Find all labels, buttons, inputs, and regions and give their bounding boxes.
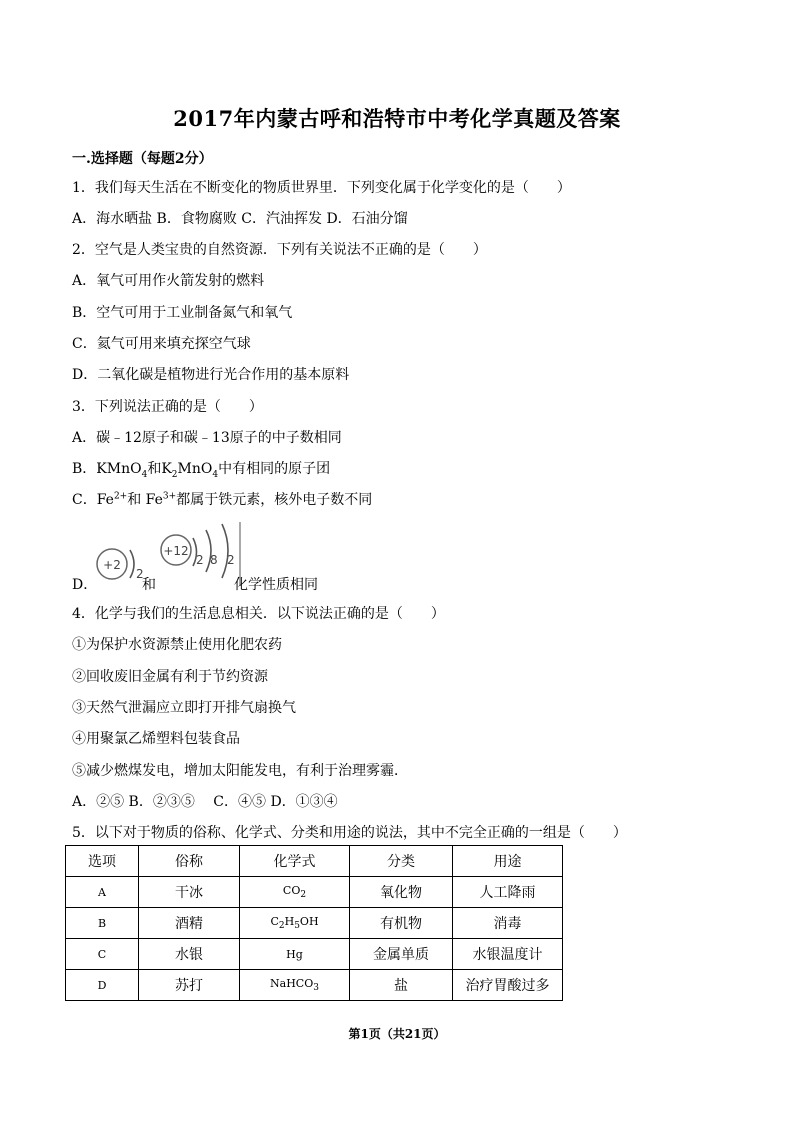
table-row <box>66 877 563 908</box>
q3-stem: 3．下列说法正确的是（ ） <box>72 399 263 415</box>
atom1-nucleus-label: +2 <box>103 558 121 572</box>
q4-statement-4: ④用聚氯乙烯塑料包装食品 <box>72 731 240 747</box>
q4-stem: 4．化学与我们的生活息息相关．以下说法正确的是（ ） <box>72 606 445 622</box>
table-cell-use: 消毒 <box>453 908 563 939</box>
atom2-nucleus-label: +12 <box>163 544 189 558</box>
page-footer: 第1页（共21页） <box>348 1027 446 1041</box>
table-header-cell: 选项 <box>66 846 139 877</box>
q1-options: A．海水晒盐 B．食物腐败 C．汽油挥发 D．石油分馏 <box>72 211 408 227</box>
table-cell-use: 人工降雨 <box>453 877 563 908</box>
q4-statement-1: ①为保护水资源禁止使用化肥农药 <box>72 637 282 653</box>
table-cell-class: 有机物 <box>350 908 453 939</box>
table-cell-option: C <box>66 939 139 970</box>
atom-structure-diagrams <box>72 520 252 586</box>
table-row <box>66 908 563 939</box>
q4-statement-5: ⑤减少燃煤发电，增加太阳能发电，有利于治理雾霾． <box>72 763 408 779</box>
table-header-row <box>66 846 563 877</box>
table-cell-use: 治疗胃酸过多 <box>453 970 563 1001</box>
table-header-cell: 用途 <box>453 846 563 877</box>
table-cell-class: 金属单质 <box>350 939 453 970</box>
q3-option-d-prefix: D． <box>72 577 98 593</box>
table-cell-formula: $C_2H_5OH$ <box>240 908 350 939</box>
table-cell-name: 干冰 <box>139 877 240 908</box>
q3-option-d-suffix: 化学性质相同 <box>234 577 318 593</box>
table-cell-formula: NaHCO$_3$ <box>240 970 350 1001</box>
table-cell-formula: $CO_2$ <box>240 877 350 908</box>
q3-option-a: A．碳﹣12原子和碳﹣13原子的中子数相同 <box>72 430 342 446</box>
q2-option-b: B．空气可用于工业制备氮气和氧气 <box>72 305 293 321</box>
table-cell-name: 苏打 <box>139 970 240 1001</box>
table-cell-class: 盐 <box>350 970 453 1001</box>
q5-stem: 5．以下对于物质的俗称、化学式、分类和用途的说法，其中不完全正确的一组是（ ） <box>72 825 627 841</box>
table-cell-option: D <box>66 970 139 1001</box>
q4-options: A．②⑤ B．②③⑤ C．④⑤ D．①③④ <box>72 794 338 810</box>
helium-atom-diagram <box>97 549 144 581</box>
table-cell-name: 水银 <box>139 939 240 970</box>
table-header-cell: 化学式 <box>240 846 350 877</box>
q4-statement-3: ③天然气泄漏应立即打开排气扇换气 <box>72 700 296 716</box>
table-cell-option: A <box>66 877 139 908</box>
table-header-cell: 俗称 <box>139 846 240 877</box>
table-cell-formula: Hg <box>240 939 350 970</box>
q2-option-a: A．氧气可用作火箭发射的燃料 <box>72 273 265 289</box>
page-title: 2017年内蒙古呼和浩特市中考化学真题及答案 <box>173 106 621 131</box>
q2-option-d: D．二氧化碳是植物进行光合作用的基本原料 <box>72 367 350 383</box>
table-cell-use: 水银温度计 <box>453 939 563 970</box>
atom1-shell1-label: 2 <box>136 567 144 581</box>
atom2-shell1-label: 2 <box>196 553 204 567</box>
table-cell-name: 酒精 <box>139 908 240 939</box>
atom2-shell2-label: 8 <box>210 553 218 567</box>
table-row <box>66 970 563 1001</box>
table-header-cell: 分类 <box>350 846 453 877</box>
q2-option-c: C．氦气可用来填充探空气球 <box>72 336 251 352</box>
q5-table <box>65 845 563 1001</box>
magnesium-atom-diagram <box>161 522 240 586</box>
q1-stem: 1．我们每天生活在不断变化的物质世界里．下列变化属于化学变化的是（ ） <box>72 180 571 196</box>
q4-statement-2: ②回收废旧金属有利于节约资源 <box>72 669 268 685</box>
q3-option-d-and: 和 <box>142 577 156 593</box>
section-heading: 一.选择题（每题2分） <box>72 151 213 167</box>
q3-option-c: C．$Fe^{2+}$和 $Fe^{3+}$都属于铁元素，核外电子数不同 <box>72 491 373 508</box>
q2-stem: 2．空气是人类宝贵的自然资源．下列有关说法不正确的是（ ） <box>72 242 487 258</box>
atom2-shell3-label: 2 <box>227 553 235 567</box>
table-cell-class: 氧化物 <box>350 877 453 908</box>
table-row <box>66 939 563 970</box>
table-cell-option: B <box>66 908 139 939</box>
q3-option-b: B．KMnO$_4$和$K_2MnO_4$中有相同的原子团 <box>72 461 331 480</box>
